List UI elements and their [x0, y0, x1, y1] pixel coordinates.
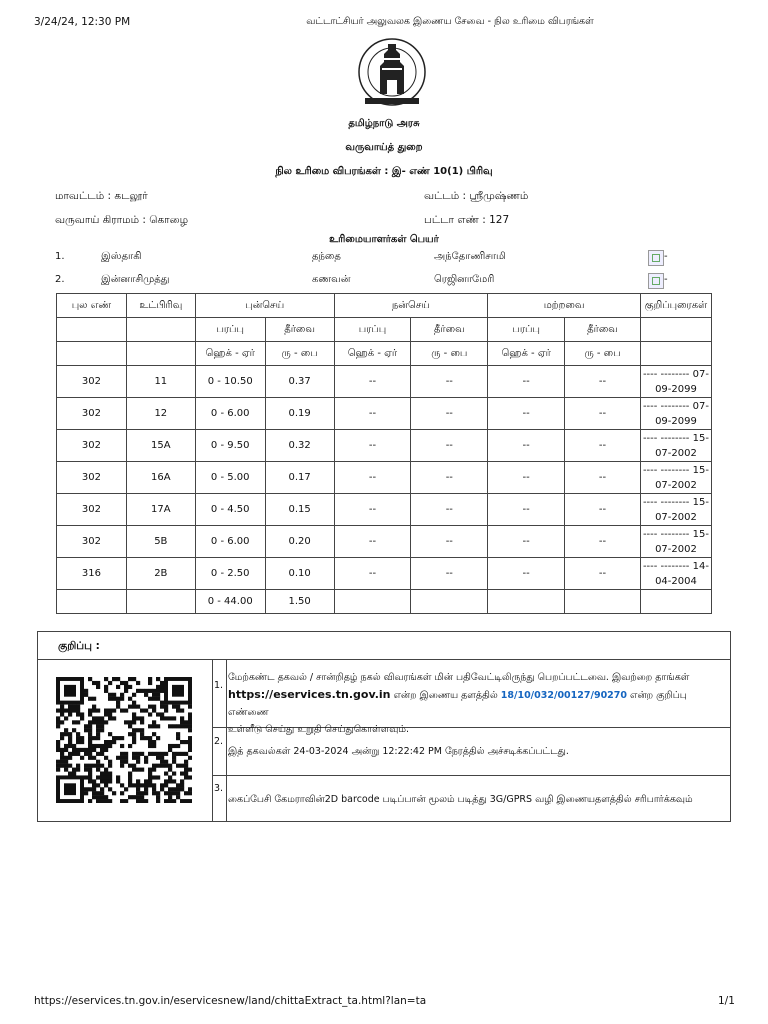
owner-relative: அந்தோணிசாமி — [434, 251, 506, 262]
taluk-label: வட்டம் : ஸ்ரீமுஷ்ணம் — [424, 190, 529, 202]
unit-tax: ரு - பை — [565, 342, 641, 366]
village-label: வருவாய் கிராமம் : கொழை — [55, 214, 189, 226]
punsei-area: 0 - 6.00 — [195, 526, 265, 558]
owner-name: இன்னாசிமுத்து — [101, 274, 170, 285]
reference-code: 18/10/032/00127/90270 — [500, 690, 628, 701]
land-details-table — [56, 293, 712, 614]
print-datetime: 3/24/24, 12:30 PM — [34, 16, 131, 28]
col-punsei: புன்செய் — [195, 294, 334, 318]
col-remarks: குறிப்புரைகள் — [640, 294, 711, 318]
footer-url: https://eservices.tn.gov.in/eservicesnew/land/chittaExtract_ta.html?lan=ta — [34, 995, 427, 1007]
note-number: 2. — [214, 736, 224, 747]
sub-tax: தீர்வை — [565, 318, 641, 342]
table-row — [57, 494, 712, 526]
sub-tax: தீர்வை — [265, 318, 334, 342]
note-2: இத் தகவல்கள் 24-03-2024 அன்று 12:22:42 PM நேரத்தில் அச்சடிக்கப்பட்டது. — [228, 746, 569, 757]
punsei-area: 0 - 10.50 — [195, 366, 265, 398]
total-tax: 1.50 — [265, 590, 334, 614]
others-tax: -- — [565, 366, 641, 398]
punsei-tax: 0.10 — [265, 558, 334, 590]
remarks-cell: ---- -------- 15- 07-2002 — [640, 494, 711, 526]
col-others: மற்றவை — [488, 294, 641, 318]
owner-tail: - — [664, 251, 668, 262]
nansei-area: -- — [334, 526, 411, 558]
punsei-tax: 0.37 — [265, 366, 334, 398]
punsei-tax: 0.32 — [265, 430, 334, 462]
remarks-cell: ---- -------- 15- 07-2002 — [640, 430, 711, 462]
subdivision: 11 — [126, 366, 195, 398]
survey-number: 302 — [57, 462, 127, 494]
note-number: 1. — [214, 680, 224, 691]
nansei-tax: -- — [411, 526, 488, 558]
nansei-tax: -- — [411, 430, 488, 462]
nansei-tax: -- — [411, 366, 488, 398]
remarks-cell: ---- -------- 07- 09-2099 — [640, 398, 711, 430]
subdivision: 16A — [126, 462, 195, 494]
others-area: -- — [488, 558, 565, 590]
punsei-area: 0 - 9.50 — [195, 430, 265, 462]
punsei-tax: 0.17 — [265, 462, 334, 494]
survey-number: 302 — [57, 366, 127, 398]
remarks-cell: ---- -------- 15- 07-2002 — [640, 462, 711, 494]
subdivision: 17A — [126, 494, 195, 526]
table-unit-row — [57, 342, 712, 366]
tn-govt-emblem-icon — [351, 36, 433, 108]
subdivision: 12 — [126, 398, 195, 430]
broken-image-icon — [648, 273, 664, 289]
nansei-area: -- — [334, 366, 411, 398]
verification-qr-code-icon — [56, 677, 192, 803]
owners-heading: உரிமையாளர்கள் பெயர் — [329, 234, 439, 245]
remarks-cell: ---- -------- 14- 04-2004 — [640, 558, 711, 590]
others-tax: -- — [565, 494, 641, 526]
punsei-tax: 0.15 — [265, 494, 334, 526]
owner-number: 1. — [55, 251, 65, 262]
punsei-area: 0 - 5.00 — [195, 462, 265, 494]
sub-area: பரப்பு — [195, 318, 265, 342]
patta-number: பட்டா எண் : 127 — [424, 214, 510, 226]
subdivision: 5B — [126, 526, 195, 558]
eservices-link[interactable]: https://eservices.tn.gov.in — [228, 688, 391, 701]
owner-relation: கணவன் — [312, 274, 351, 285]
others-area: -- — [488, 366, 565, 398]
unit-tax: ரு - பை — [411, 342, 488, 366]
survey-number: 316 — [57, 558, 127, 590]
nansei-area: -- — [334, 430, 411, 462]
others-tax: -- — [565, 526, 641, 558]
table-row — [57, 558, 712, 590]
table-header-row — [57, 294, 712, 318]
others-area: -- — [488, 398, 565, 430]
nansei-area: -- — [334, 398, 411, 430]
others-area: -- — [488, 462, 565, 494]
unit-area: ஹெக் - ஏர் — [195, 342, 265, 366]
note-1: மேற்கண்ட தகவல் / சான்றிதழ் நகல் விவரங்கள் மின் பதிவேட்டிலிருந்து பெறப்பட்டவை. இவற்றை தாங்கள் https://eservices.tn.gov.in என்ற இணைய தளத்தில் 18/10/032/00127/90270 என்ற குறிப்பு எண்ணை உள்ளீடு செய்து உறுதி செய்துகொள்ளவும். — [228, 672, 690, 735]
col-survey-number: புல எண் — [57, 294, 127, 318]
broken-image-icon — [648, 250, 664, 266]
page-number: 1/1 — [718, 995, 735, 1007]
table-total-row — [57, 590, 712, 614]
table-subheader-row — [57, 318, 712, 342]
nansei-area: -- — [334, 462, 411, 494]
col-subdivision: உட்பிரிவு — [126, 294, 195, 318]
district-label: மாவட்டம் : கடலூர் — [55, 190, 148, 202]
owner-name: இஸ்தாகி — [101, 251, 142, 262]
others-tax: -- — [565, 430, 641, 462]
owner-relative: ரெஜினாமேரி — [434, 274, 495, 285]
table-row — [57, 526, 712, 558]
unit-area: ஹெக் - ஏர் — [488, 342, 565, 366]
unit-tax: ரு - பை — [265, 342, 334, 366]
notes-title: குறிப்பு : — [58, 640, 100, 652]
nansei-tax: -- — [411, 462, 488, 494]
others-area: -- — [488, 526, 565, 558]
nansei-area: -- — [334, 494, 411, 526]
remarks-cell: ---- -------- 07- 09-2099 — [640, 366, 711, 398]
table-row — [57, 398, 712, 430]
punsei-tax: 0.19 — [265, 398, 334, 430]
others-tax: -- — [565, 398, 641, 430]
owner-relation: தந்தை — [312, 251, 341, 262]
owner-number: 2. — [55, 274, 65, 285]
sub-area: பரப்பு — [488, 318, 565, 342]
print-page-title: வட்டாட்சியர் அலுவலக இணைய சேவை - நில உரிமை விபரங்கள் — [306, 16, 594, 27]
sub-area: பரப்பு — [334, 318, 411, 342]
survey-number: 302 — [57, 430, 127, 462]
govt-name: தமிழ்நாடு அரசு — [348, 118, 420, 129]
others-area: -- — [488, 494, 565, 526]
table-row — [57, 430, 712, 462]
punsei-area: 0 - 4.50 — [195, 494, 265, 526]
table-row — [57, 462, 712, 494]
punsei-area: 0 - 6.00 — [195, 398, 265, 430]
remarks-cell: ---- -------- 15- 07-2002 — [640, 526, 711, 558]
subdivision: 2B — [126, 558, 195, 590]
nansei-tax: -- — [411, 494, 488, 526]
others-tax: -- — [565, 462, 641, 494]
survey-number: 302 — [57, 494, 127, 526]
table-row — [57, 366, 712, 398]
owner-tail: - — [664, 274, 668, 285]
others-tax: -- — [565, 558, 641, 590]
nansei-area: -- — [334, 558, 411, 590]
punsei-area: 0 - 2.50 — [195, 558, 265, 590]
col-nansei: நன்செய் — [334, 294, 488, 318]
department-name: வருவாய்த் துறை — [345, 142, 423, 153]
punsei-tax: 0.20 — [265, 526, 334, 558]
nansei-tax: -- — [411, 398, 488, 430]
note-number: 3. — [214, 783, 224, 794]
nansei-tax: -- — [411, 558, 488, 590]
survey-number: 302 — [57, 398, 127, 430]
unit-area: ஹெக் - ஏர் — [334, 342, 411, 366]
document-title: நில உரிமை விபரங்கள் : இ- எண் 10(1) பிரிவு — [275, 166, 493, 177]
survey-number: 302 — [57, 526, 127, 558]
note-3: கைப்பேசி கேமராவின்2D barcode படிப்பான் மூலம் படித்து 3G/GPRS வழி இணையதளத்தில் சரிபார்க்கவும் — [228, 794, 693, 805]
total-area: 0 - 44.00 — [195, 590, 265, 614]
sub-tax: தீர்வை — [411, 318, 488, 342]
subdivision: 15A — [126, 430, 195, 462]
others-area: -- — [488, 430, 565, 462]
